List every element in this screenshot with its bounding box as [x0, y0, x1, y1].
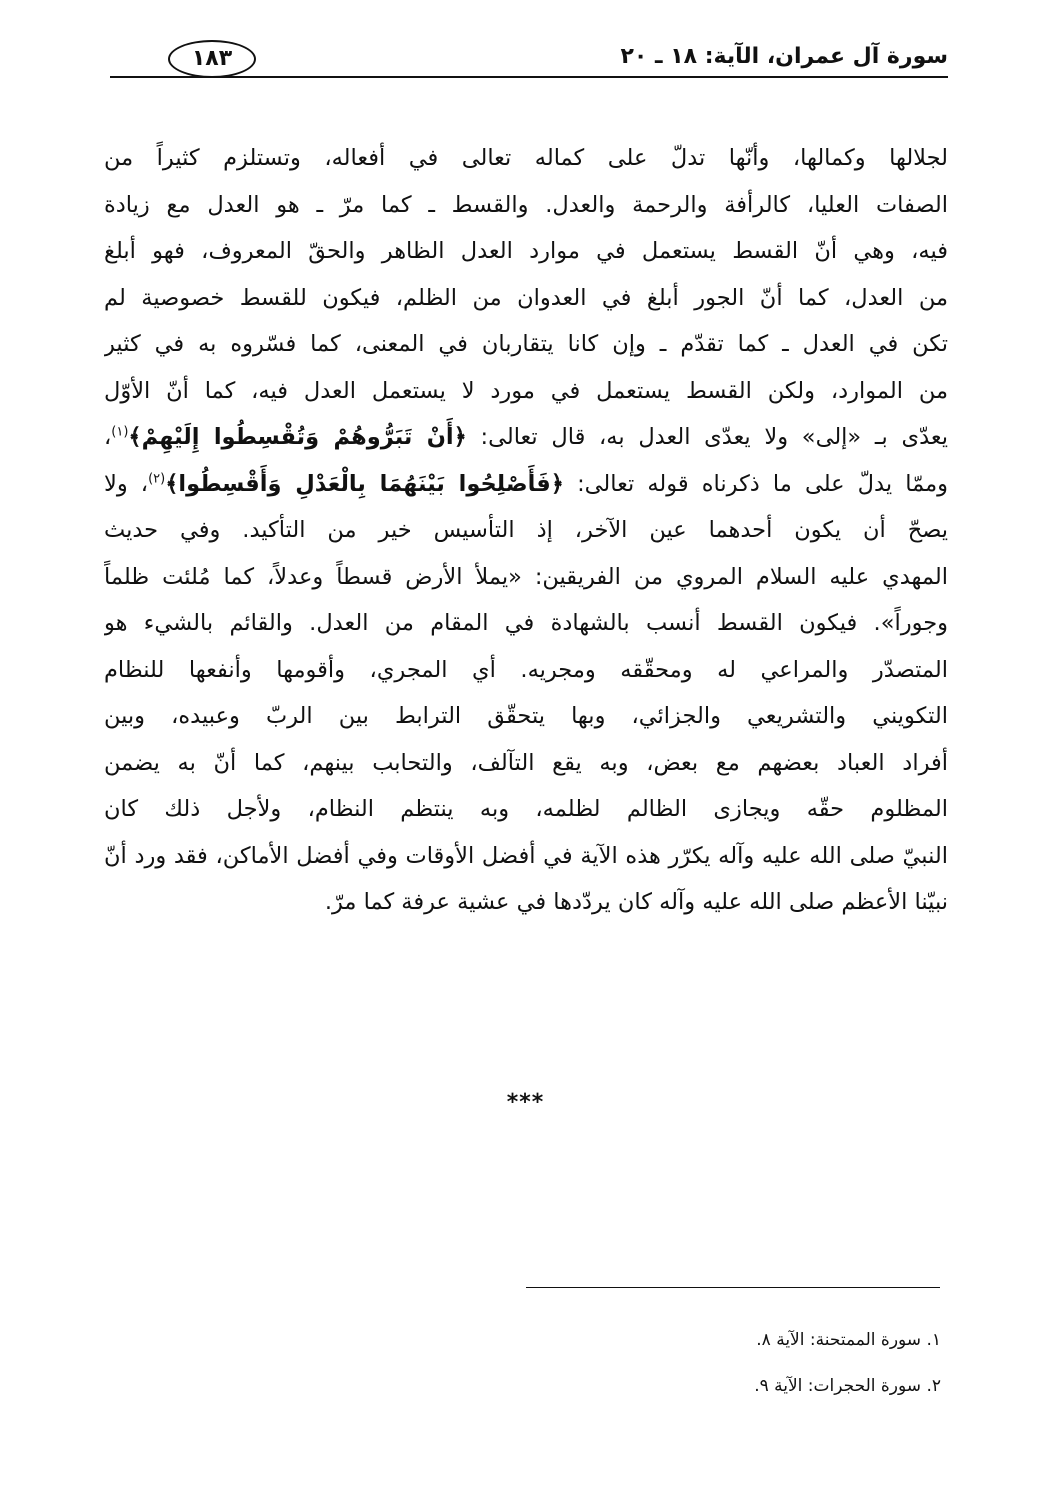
header-rule — [110, 76, 948, 78]
text-line: النبيّ صلى الله عليه وآله يكرّر هذه الآية في أفضل الأوقات وفي أفضل الأماكن، فقد ورد أنّ — [104, 842, 948, 869]
footnote-reference: (١) — [111, 424, 129, 440]
section-separator: *** — [506, 1090, 545, 1115]
text-line: وجوراً». فيكون القسط أنسب بالشهادة في المقام من العدل. والقائم بالشيء هو — [104, 610, 948, 636]
text-line: تكن في العدل ـ كما تقدّم ـ وإن كانا يتقاربان في المعنى، كما فسّروه به في كثير — [104, 331, 948, 357]
surah-verse-title: سورة آل عمران، الآية: ١٨ ـ ٢٠ — [620, 44, 948, 69]
text-line: يصحّ أن يكون أحدهما عين الآخر، إذ التأسيس خير من التأكيد. وفي حديث — [104, 517, 948, 543]
footnote-item: ٢. سورة الحجرات: الآية ٩. — [754, 1376, 941, 1396]
text-line: المظلوم حقّه ويجازى الظالم لظلمه، وبه ينتظم النظام، ولأجل ذلك كان — [104, 796, 948, 822]
text-line-with-verse — [104, 414, 948, 461]
text-line-with-verse — [104, 461, 948, 508]
page-number: ١٨٣ — [168, 40, 256, 78]
text-line: نبيّنا الأعظم صلى الله عليه وآله كان يردّدها في عشية عرفة كما مرّ. — [324, 889, 948, 915]
footnotes — [754, 1317, 941, 1409]
quran-verse: ﴿فَأَصْلِحُوا بَيْنَهُمَا بِالْعَدْلِ وَأَقْسِطُوا﴾ — [165, 470, 564, 497]
text-line: من الموارد، ولكن القسط يستعمل في مورد لا يستعمل العدل فيه، كما أنّ الأوّل — [104, 377, 948, 404]
text-segment: ، — [104, 424, 112, 450]
text-line: من العدل، كما أنّ الجور أبلغ في العدوان من الظلم، فيكون للقسط خصوصية لم — [104, 284, 948, 311]
text-line: لجلالها وكمالها، وأنّها تدلّ على كماله تعالى في أفعاله، وتستلزم كثيراً من — [104, 145, 948, 171]
text-line: فيه، وهي أنّ القسط يستعمل في موارد العدل الظاهر والحقّ المعروف، فهو أبلغ — [104, 238, 948, 264]
text-segment: يعدّى بـ «إلى» ولا يعدّى العدل به، قال تعالى: — [466, 424, 948, 450]
text-line: الصفات العليا، كالرأفة والرحمة والعدل. والقسط ـ كما مرّ ـ هو العدل مع زيادة — [104, 191, 948, 218]
text-segment: ، ولا — [104, 470, 149, 497]
text-segment: وممّا يدلّ على ما ذكرناه قوله تعالى: — [563, 470, 948, 497]
footnote-item: ١. سورة الممتحنة: الآية ٨. — [756, 1330, 941, 1350]
text-line: التكويني والتشريعي والجزائي، وبها يتحقّق الترابط بين الربّ وعبيده، وبين — [104, 703, 948, 729]
text-line: أفراد العباد بعضهم مع بعض، وبه يقع التآلف، والتحابب بينهم، كما أنّ به يضمن — [104, 749, 948, 776]
text-line: المهدي عليه السلام المروي من الفريقين: «يملأ الأرض قسطاً وعدلاً، كما مُلئت ظلماً — [104, 563, 948, 590]
main-text — [104, 135, 948, 926]
page-header — [110, 40, 948, 86]
text-line: المتصدّر والمراعي له ومحقّقه ومجريه. أي المجري، وأقومها وأنفعها للنظام — [104, 656, 948, 683]
quran-verse: ﴿أَنْ تَبَرُّوهُمْ وَتُقْسِطُوا إِلَيْهِمْ﴾ — [128, 424, 467, 450]
footnote-rule — [526, 1287, 940, 1288]
footnote-reference: (٢) — [148, 471, 166, 486]
